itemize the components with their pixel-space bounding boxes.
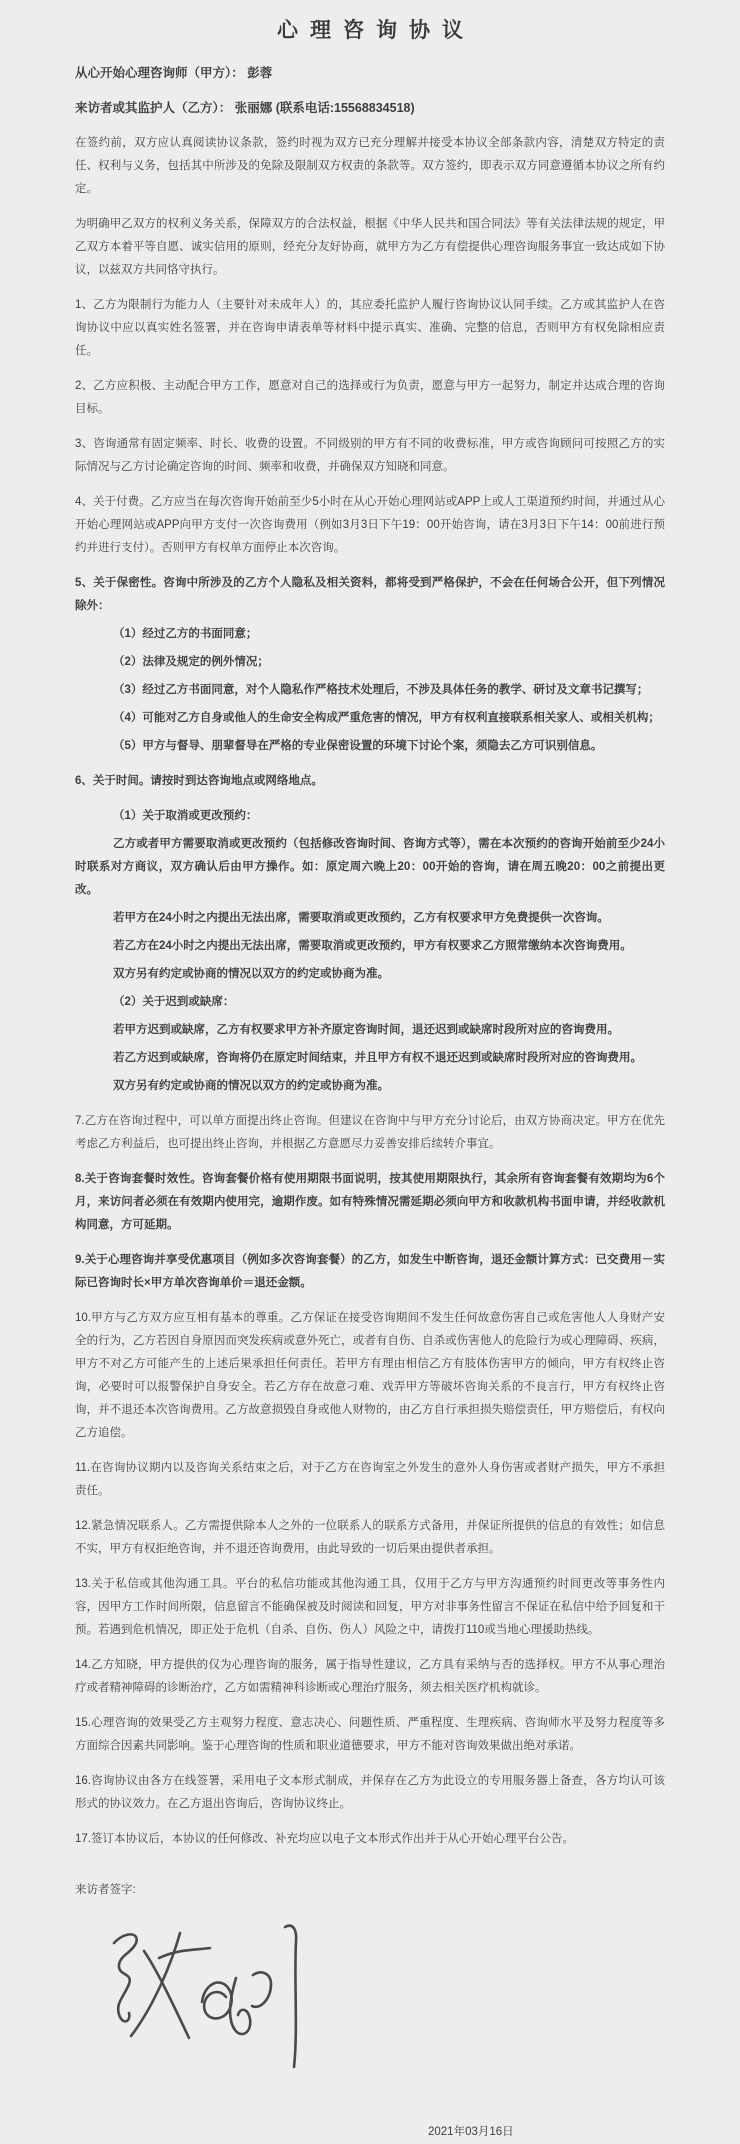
clause-11: 11.在咨询协议期内以及咨询关系结束之后，对于乙方在咨询室之外发生的意外人身伤害或者财产损失，甲方不承担责任。 xyxy=(75,1462,665,1497)
clause-6-sub1-paragraph: 若甲方在24小时之内提出无法出席，需要取消或更改预约，乙方有权要求甲方免费提供一次咨询。 xyxy=(113,912,609,924)
clause-3: 3、咨询通常有固定频率、时长、收费的设置。不同级别的甲方有不同的收费标准，甲方或咨询顾问可按照乙方的实际情况与乙方讨论确定咨询的时间、频率和收费，并确保双方知晓和同意。 xyxy=(75,438,665,473)
clause-6 xyxy=(75,770,665,1098)
clause-5-item: （3）经过乙方书面同意，对个人隐私作严格技术处理后，不涉及具体任务的教学、研讨及文章书记撰写； xyxy=(113,684,649,696)
clause-6-sub2-paragraph: 若乙方迟到或缺席，咨询将仍在原定时间结束，并且甲方有权不退还迟到或缺席时段所对应的咨询费用。 xyxy=(113,1052,642,1064)
clause-6-sub2-paragraph: 若甲方迟到或缺席，乙方有权要求甲方补齐原定咨询时间，退还迟到或缺席时段所对应的咨询费用。 xyxy=(113,1024,619,1036)
clause-5-item: （5）甲方与督导、朋辈督导在严格的专业保密设置的环境下讨论个案，须隐去乙方可识别信息。 xyxy=(113,740,603,752)
clause-6-sub1-paragraph: 乙方或者甲方需要取消或更改预约（包括修改咨询时间、咨询方式等），需在本次预约的咨询开始前至少24小时联系对方商议，双方确认后由甲方操作。如：原定周六晚上20：00开始的咨询，请在周五晚20：00之前提出更改。 xyxy=(75,838,665,896)
clause-6-sub1-paragraph: 双方另有约定或协商的情况以双方的约定或协商为准。 xyxy=(113,968,389,980)
party-b-line: 来访者或其监护人（乙方）： 张丽娜 (联系电话:15568834518) xyxy=(75,101,415,115)
preamble-paragraph: 在签约前，双方应认真阅读协议条款，签约时视为双方已充分理解并接受本协议全部条款内容，清楚双方特定的责任、权利与义务，包括其中所涉及的免除及限制双方权责的条款等。双方签约，即表示双方同意遵循本协议之所有约定。 xyxy=(75,137,665,195)
clause-10: 10.甲方与乙方双方应互相有基本的尊重。乙方保证在接受咨询期间不发生任何故意伤害自己或危害他人人身财产安全的行为，乙方若因自身原因而突发疾病或意外死亡，或者有自伤、自杀或伤害他人的危险行为或心理障碍、疾病，甲方不对乙方可能产生的上述后果承担任何责任。若甲方有理由相信乙方有肢体伤害甲方的倾向，甲方有权终止咨询，必要时可以报警保护自身安全。若乙方存在故意刁难、戏弄甲方等破坏咨询关系的不良言行，甲方有权终止咨询，并不退还本次咨询费用。乙方故意损毁自身或他人财物的，由乙方自行承担损失赔偿责任，甲方赔偿后，有权向乙方追偿。 xyxy=(75,1312,665,1439)
clause-6-sub1-title: （1）关于取消或更改预约： xyxy=(113,810,258,822)
signing-date: 2021年03月16日 xyxy=(428,2126,514,2138)
preamble-paragraph: 为明确甲乙双方的权利义务关系，保障双方的合法权益，根据《中华人民共和国合同法》等有关法律法规的规定，甲乙双方本着平等自愿、诚实信用的原则，经充分友好协商，就甲方为乙方有偿提供心理咨询服务事宜一致达成如下协议，以兹双方共同恪守执行。 xyxy=(75,218,665,276)
clause-6-sub1-paragraph: 若乙方在24小时之内提出无法出席，需要取消或更改预约，甲方有权要求乙方照常缴纳本次咨询费用。 xyxy=(113,940,632,952)
clause-9: 9.关于心理咨询并享受优惠项目（例如多次咨询套餐）的乙方，如发生中断咨询，退还金额计算方式：已交费用－实际已咨询时长×甲方单次咨询单价＝退还金额。 xyxy=(75,1254,665,1289)
clause-15: 15.心理咨询的效果受乙方主观努力程度、意志决心、问题性质、严重程度、生理疾病、咨询师水平及努力程度等多方面综合因素共同影响。鉴于心理咨询的性质和职业道德要求，甲方不能对咨询效果做出绝对承诺。 xyxy=(75,1717,665,1752)
clause-12: 12.紧急情况联系人。乙方需提供除本人之外的一位联系人的联系方式备用，并保证所提供的信息的有效性；如信息不实，甲方有权拒绝咨询，并不退还咨询费用，由此导致的一切后果由提供者承担。 xyxy=(75,1520,665,1555)
page-title: 心理咨询协议 xyxy=(277,19,475,42)
clause-8: 8.关于咨询套餐时效性。咨询套餐价格有使用期限书面说明，按其使用期限执行，其余所有咨询套餐有效期均为6个月，来访问者必须在有效期内使用完，逾期作废。如有特殊情况需延期必须向甲方和收款机构书面申请，并经收款机构同意，方可延期。 xyxy=(75,1173,665,1231)
clause-2: 2、乙方应积极、主动配合甲方工作，愿意对自己的选择或行为负责，愿意与甲方一起努力，制定并达成合理的咨询目标。 xyxy=(75,380,665,415)
clause-6-head: 6、关于时间。请按时到达咨询地点或网络地点。 xyxy=(75,775,323,787)
clause-13: 13.关于私信或其他沟通工具。平台的私信功能或其他沟通工具，仅用于乙方与甲方沟通预约时间更改等事务性内容，因甲方工作时间所限，信息留言不能确保被及时阅读和回复，甲方对非事务性留言不保证在私信中给予回复和干预。若遇到危机情况，即正处于危机（自杀、自伤、伤人）风险之中，请拨打110或当地心理援助热线。 xyxy=(75,1578,665,1636)
clause-5-item: （4）可能对乙方自身或他人的生命安全构成严重危害的情况，甲方有权利直接联系相关家人、或相关机构； xyxy=(113,712,660,724)
clause-4: 4、关于付费。乙方应当在每次咨询开始前至少5小时在从心开始心理网站或APP上或人工渠道预约时间，并通过从心开始心理网站或APP向甲方支付一次咨询费用（例如3月3日下午19：00开始咨询，请在3月3日下午14：00前进行预约并进行支付）。否则甲方有权单方面停止本次咨询。 xyxy=(75,496,665,554)
clause-7: 7.乙方在咨询过程中，可以单方面提出终止咨询。但建议在咨询中与甲方充分讨论后，由双方协商决定。甲方在优先考虑乙方利益后，也可提出终止咨询，并根据乙方意愿尽力妥善安排后续转介事宜。 xyxy=(75,1115,665,1150)
clause-5 xyxy=(75,572,665,758)
clause-5-head: 5、关于保密性。咨询中所涉及的乙方个人隐私及相关资料，都将受到严格保护，不会在任何场合公开，但下列情况除外： xyxy=(75,577,665,612)
visitor-signature-label: 来访者签字: xyxy=(75,1884,136,1896)
clause-14: 14.乙方知晓，甲方提供的仅为心理咨询的服务，属于指导性建议，乙方具有采纳与否的选择权。甲方不从事心理治疗或者精神障碍的诊断治疗，乙方如需精神科诊断或心理治疗服务，须去相关医疗机构就诊。 xyxy=(75,1659,665,1694)
party-a-line: 从心开始心理咨询师（甲方）： 彭蓉 xyxy=(75,66,273,80)
clause-5-item: （2）法律及规定的例外情况； xyxy=(113,656,269,668)
clause-6-sub2-title: （2）关于迟到或缺席： xyxy=(113,996,235,1008)
visitor-signature-ink xyxy=(101,1918,326,2073)
clause-1: 1、乙方为限制行为能力人（主要针对未成年人）的，其应委托监护人履行咨询协议认同手续。乙方或其监护人在咨询协议中应以真实姓名签署，并在咨询申请表单等材料中提示真实、准确、完整的信息，否则甲方有权免除相应责任。 xyxy=(75,299,665,357)
clause-17: 17.签订本协议后，本协议的任何修改、补充均应以电子文本形式作出并于从心开始心理平台公告。 xyxy=(75,1833,574,1845)
clause-5-item: （1）经过乙方的书面同意； xyxy=(113,628,258,640)
clause-16: 16.咨询协议由各方在线签署，采用电子文本形式制成，并保存在乙方为此设立的专用服务器上备查，各方均认可该形式的协议效力。在乙方退出咨询后，咨询协议终止。 xyxy=(75,1775,665,1810)
clause-6-sub2-paragraph: 双方另有约定或协商的情况以双方的约定或协商为准。 xyxy=(113,1080,389,1092)
